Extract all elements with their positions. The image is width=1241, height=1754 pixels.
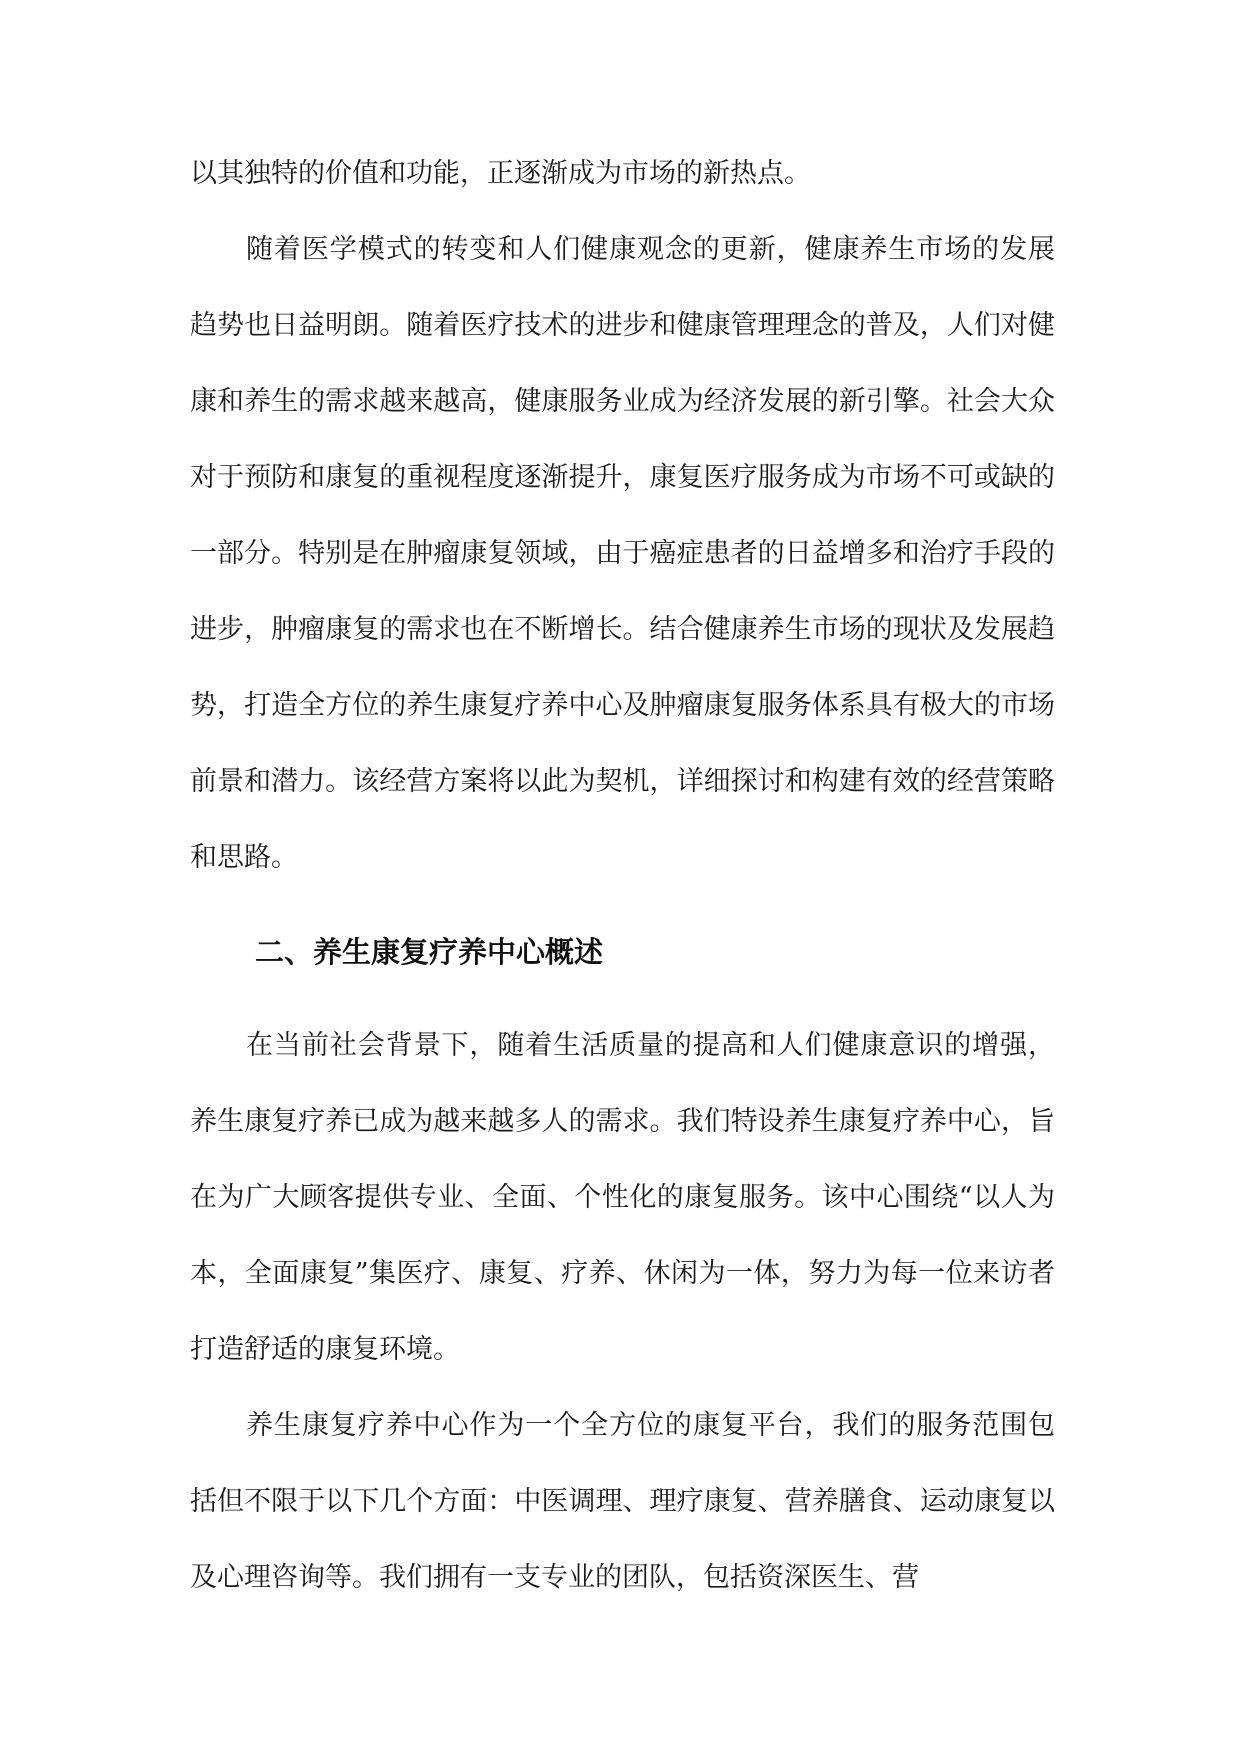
section-heading: 二、养生康复疗养中心概述 bbox=[255, 935, 604, 969]
text-block-top bbox=[190, 136, 1055, 896]
text-block-bottom bbox=[190, 1008, 1055, 1616]
paragraph-center-background: 在当前社会背景下，随着生活质量的提高和人们健康意识的增强，养生康复疗养已成为越来越多人的需求。我们特设养生康复疗养中心，旨在为广大顾客提供专业、全面、个性化的康复服务。该中心围绕“以人为本，全面康复”集医疗、康复、疗养、休闲为一体，努力为每一位来访者打造舒适的康复环境。 bbox=[190, 1030, 1055, 1365]
paragraph-continuation: 以其独特的价值和功能，正逐渐成为市场的新热点。 bbox=[190, 158, 811, 189]
paragraph-service-scope: 养生康复疗养中心作为一个全方位的康复平台，我们的服务范围包括但不限于以下几个方面：中医调理、理疗康复、营养膳食、运动康复以及心理咨询等。我们拥有一支专业的团队，包括资深医生、营 bbox=[190, 1410, 1055, 1593]
paragraph-market-trends: 随着医学模式的转变和人们健康观念的更新，健康养生市场的发展趋势也日益明朗。随着医疗技术的进步和健康管理理念的普及，人们对健康和养生的需求越来越高，健康服务业成为经济发展的新引擎。社会大众对于预防和康复的重视程度逐渐提升，康复医疗服务成为市场不可或缺的一部分。特别是在肿瘤康复领域，由于癌症患者的日益增多和治疗手段的进步，肿瘤康复的需求也在不断增长。结合健康养生市场的现状及发展趋势，打造全方位的养生康复疗养中心及肿瘤康复服务体系具有极大的市场前景和潜力。该经营方案将以此为契机，详细探讨和构建有效的经营策略和思路。 bbox=[190, 234, 1055, 873]
